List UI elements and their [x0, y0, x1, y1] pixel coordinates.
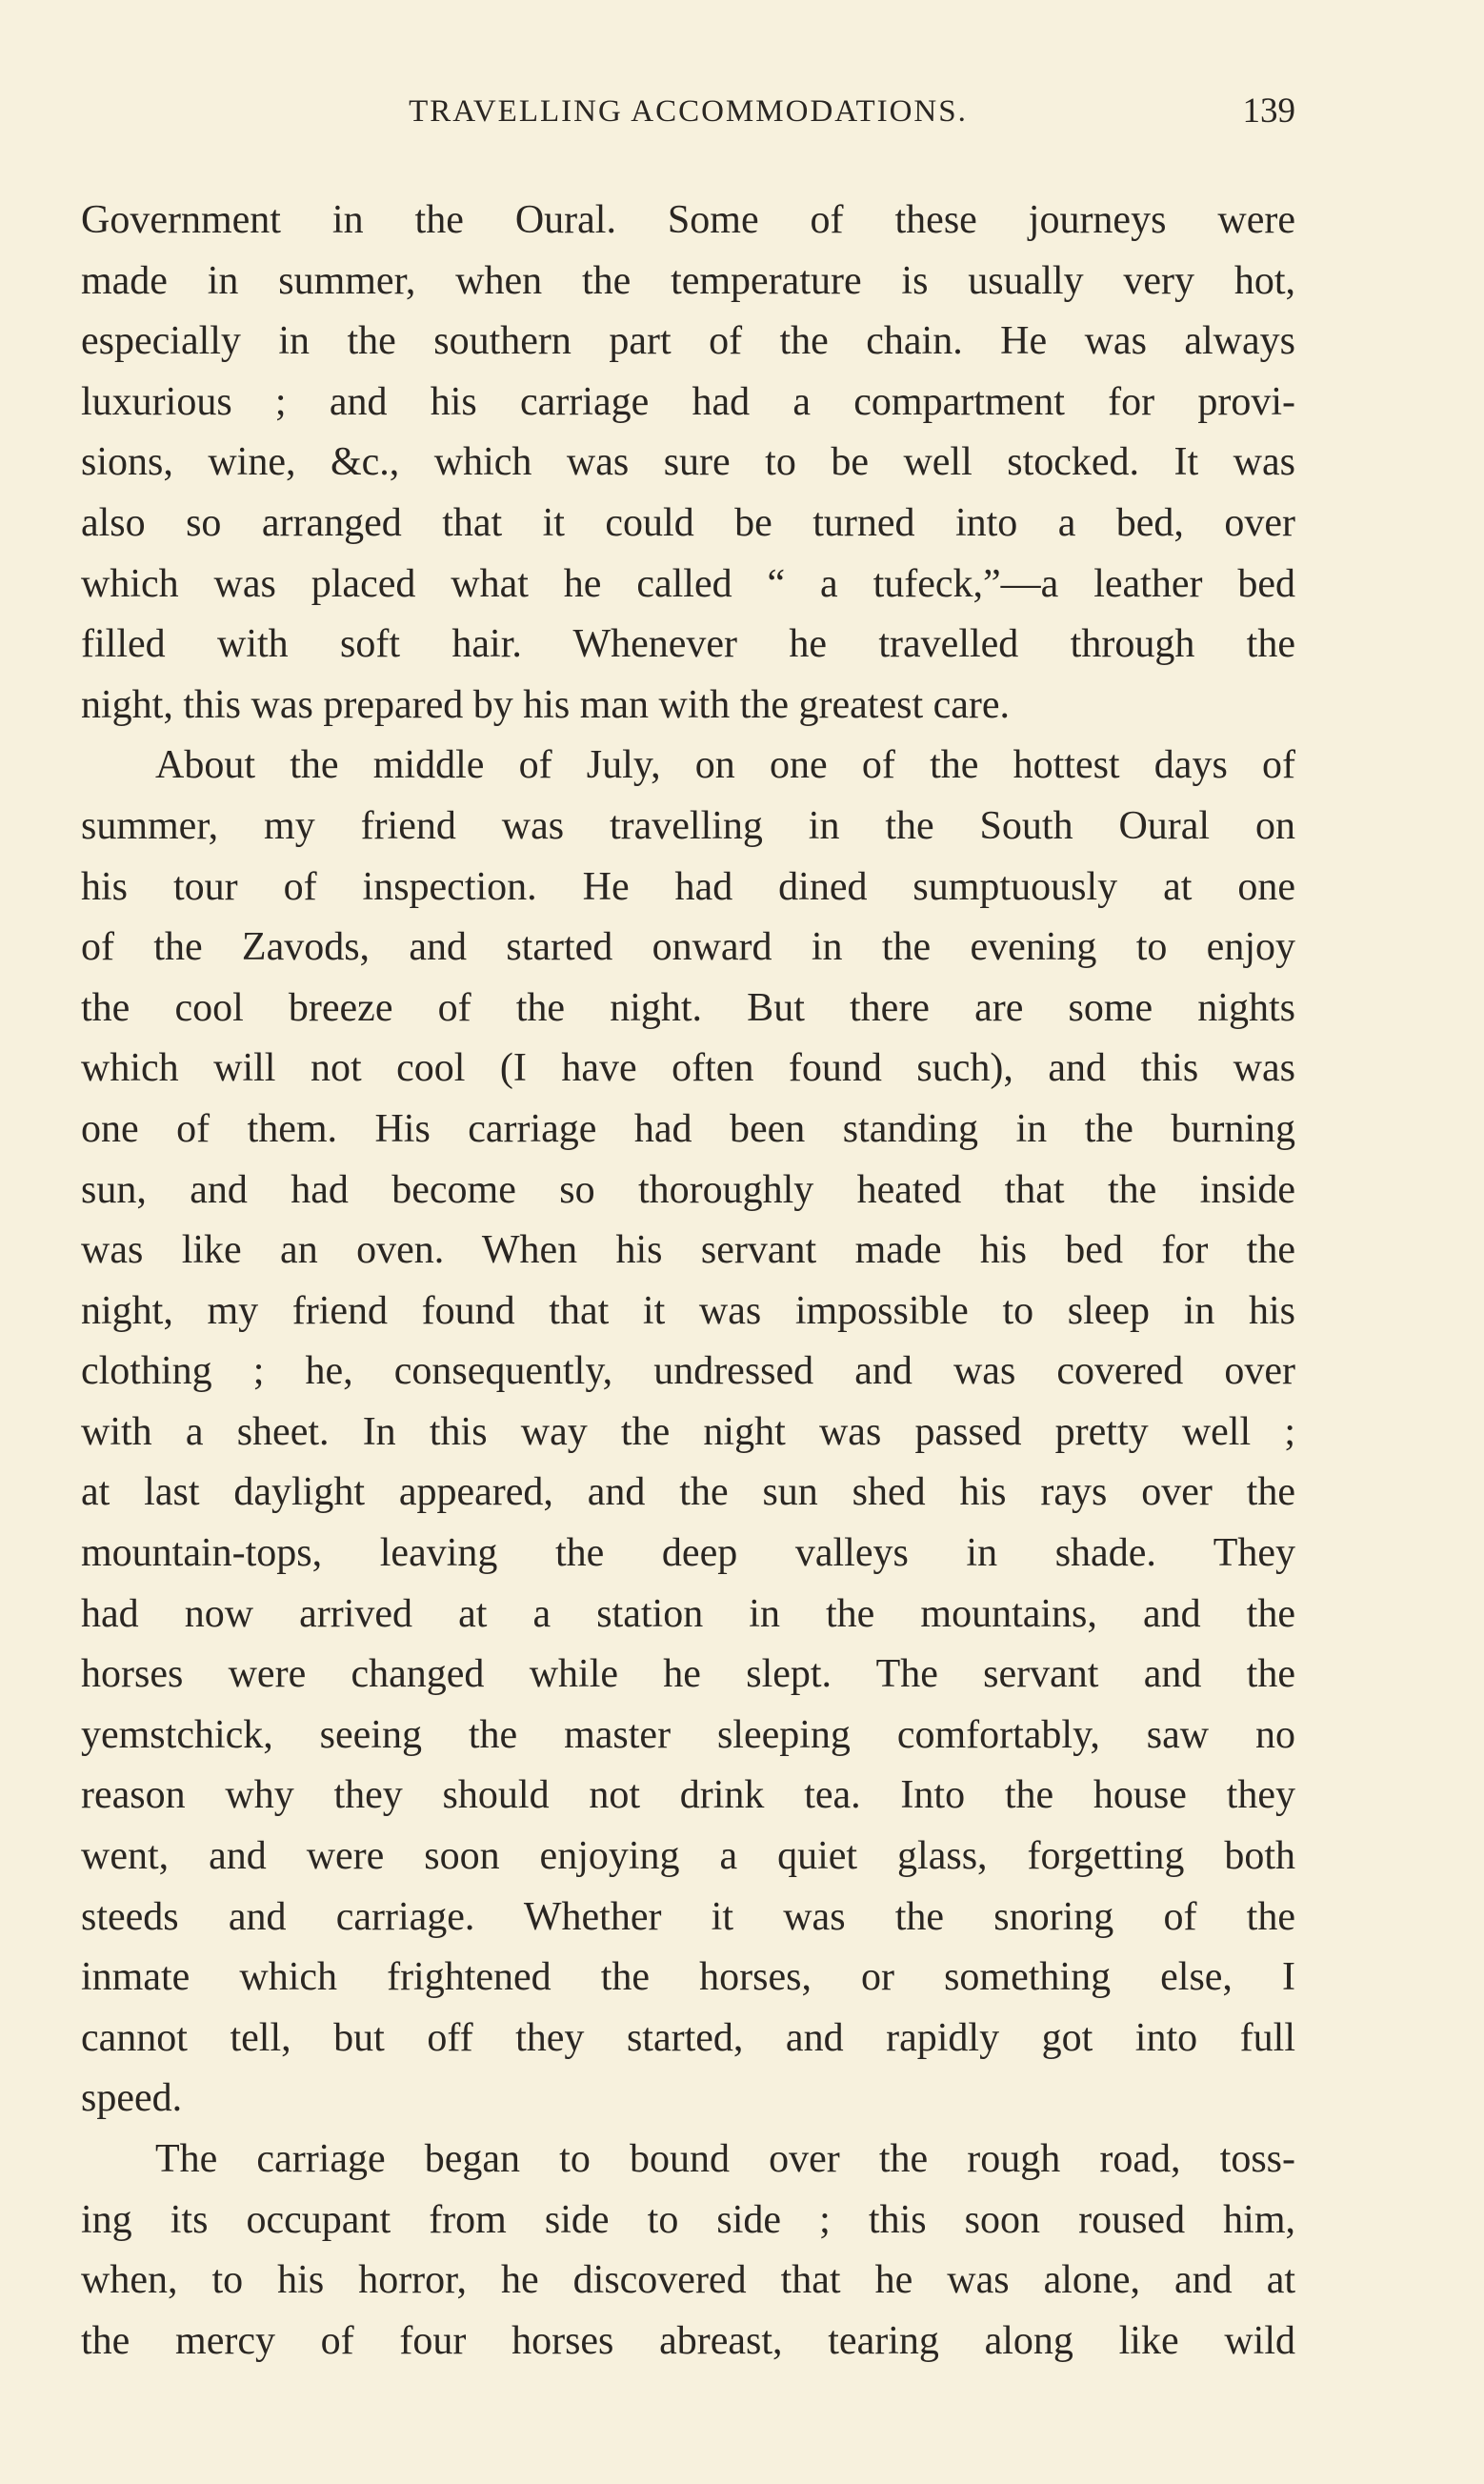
text-line: Government in the Oural. Some of these journeys were	[81, 198, 1295, 242]
text-line: The carriage began to bound over the rough road, toss-	[155, 2137, 1295, 2181]
text-line: his tour of inspection. He had dined sumptuously at one	[81, 864, 1295, 909]
text-line: About the middle of July, on one of the hottest days of	[155, 743, 1295, 788]
body-text	[81, 191, 1295, 2372]
text-line: filled with soft hair. Whenever he travelled through the	[81, 622, 1295, 667]
text-line: sions, wine, &c., which was sure to be well stocked. It was	[81, 440, 1295, 485]
text-line: cannot tell, but off they started, and rapidly got into full	[81, 2015, 1295, 2060]
text-line: night, this was prepared by his man with the greatest care.	[81, 682, 1011, 727]
text-line: made in summer, when the temperature is usually very hot,	[81, 258, 1295, 303]
text-line: luxurious ; and his carriage had a compartment for provi-	[81, 379, 1295, 424]
paragraph-1	[81, 191, 1295, 736]
text-line: speed.	[81, 2076, 183, 2121]
text-line: reason why they should not drink tea. Into the house they	[81, 1773, 1295, 1818]
paragraph-2	[81, 736, 1295, 2130]
text-line: night, my friend found that it was impossible to sleep in his	[81, 1288, 1295, 1333]
text-line: clothing ; he, consequently, undressed and was covered over	[81, 1349, 1295, 1394]
text-line: when, to his horror, he discovered that he was alone, and at	[81, 2258, 1295, 2303]
page-number: 139	[1242, 91, 1295, 131]
text-line: steeds and carriage. Whether it was the snoring of the	[81, 1894, 1295, 1939]
text-line: one of them. His carriage had been standing in the burning	[81, 1106, 1295, 1151]
text-line: of the Zavods, and started onward in the evening to enjoy	[81, 925, 1295, 970]
text-line: which will not cool (I have often found such), and this was	[81, 1046, 1295, 1091]
text-line: with a sheet. In this way the night was passed pretty well ;	[81, 1409, 1295, 1454]
text-line: which was placed what he called “ a tufeck,”—a leather bed	[81, 561, 1295, 606]
text-line: ing its occupant from side to side ; this soon roused him,	[81, 2197, 1295, 2242]
text-line: had now arrived at a station in the mountains, and the	[81, 1591, 1295, 1636]
paragraph-3	[81, 2130, 1295, 2372]
text-line: sun, and had become so thoroughly heated that the inside	[81, 1167, 1295, 1212]
text-line: yemstchick, seeing the master sleeping comfortably, saw no	[81, 1712, 1295, 1757]
text-line: the mercy of four horses abreast, tearing along like wild	[81, 2318, 1295, 2363]
text-line: was like an oven. When his servant made his bed for the	[81, 1228, 1295, 1273]
text-line: summer, my friend was travelling in the South Oural on	[81, 803, 1295, 848]
text-line: went, and were soon enjoying a quiet glass, forgetting both	[81, 1834, 1295, 1879]
text-line: mountain-tops, leaving the deep valleys in shade. They	[81, 1531, 1295, 1576]
text-line: especially in the southern part of the chain. He was always	[81, 319, 1295, 364]
text-line: at last daylight appeared, and the sun shed his rays over the	[81, 1470, 1295, 1515]
text-line: also so arranged that it could be turned into a bed, over	[81, 500, 1295, 545]
running-title: TRAVELLING ACCOMMODATIONS.	[409, 94, 968, 129]
text-line: horses were changed while he slept. The servant and the	[81, 1652, 1295, 1697]
text-line: the cool breeze of the night. But there are some nights	[81, 985, 1295, 1030]
text-line: inmate which frightened the horses, or something else, I	[81, 1955, 1295, 2000]
running-head	[81, 88, 1295, 135]
